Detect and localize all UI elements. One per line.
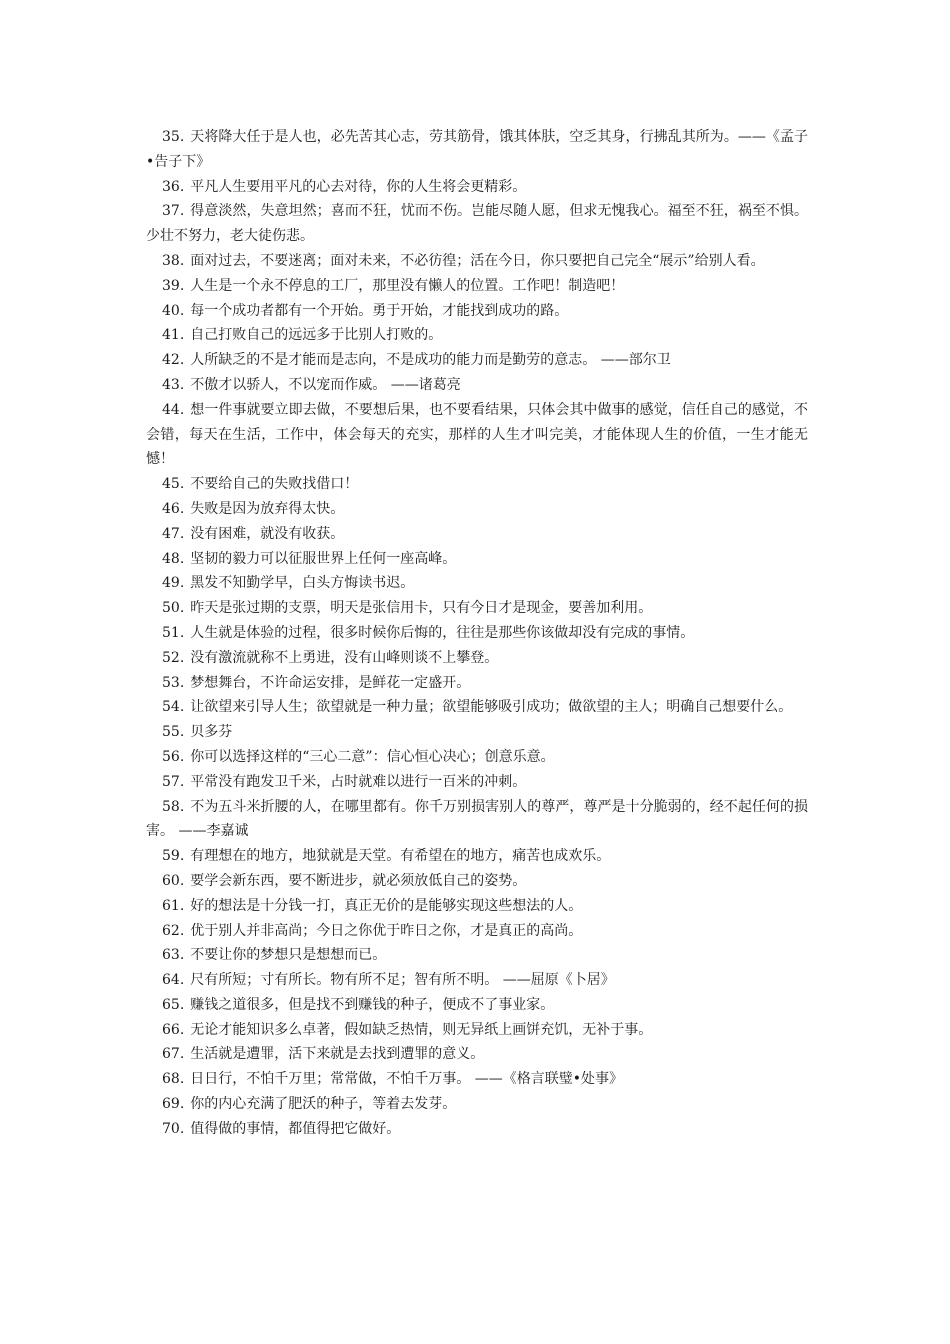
quote-number: 61.: [162, 897, 185, 914]
quote-text: 贝多芬: [190, 724, 233, 741]
quote-text: 不为五斗米折腰的人，在哪里都有。你千万别损害别人的尊严，尊严是十分脆弱的，经不起任何的损害。 ——李嘉诚: [146, 798, 808, 840]
quote-text: 昨天是张过期的支票，明天是张信用卡，只有今日才是现金，要善加利用。: [190, 600, 653, 617]
quote-text: 天将降大任于是人也，必先苦其心志，劳其筋骨，饿其体肤，空乏其身，行拂乱其所为。——《孟子•告子下》: [146, 129, 808, 170]
quote-entry: [146, 125, 808, 175]
quote-number: 46.: [162, 500, 185, 517]
quote-text: 你可以选择这样的“三心二意”：信心恒心决心；创意乐意。: [190, 748, 555, 765]
quote-number: 41.: [162, 327, 185, 344]
quote-entry: [146, 373, 808, 398]
quote-text: 没有激流就称不上勇进，没有山峰则谈不上攀登。: [190, 649, 499, 666]
quote-number: 70.: [162, 1120, 185, 1137]
quote-entry: [146, 770, 808, 795]
quote-number: 45.: [162, 476, 185, 493]
quote-text: 值得做的事情，都值得把它做好。: [190, 1120, 401, 1137]
quote-entry: [146, 299, 808, 324]
quote-number: 51.: [162, 624, 185, 641]
quote-entry: [146, 720, 808, 745]
quote-entry: [146, 621, 808, 646]
quote-text: 失败是因为放弃得太快。: [190, 500, 345, 517]
quote-number: 52.: [162, 649, 185, 666]
quote-number: 40.: [162, 302, 185, 319]
quote-entry: [146, 547, 808, 572]
quote-entry: [146, 671, 808, 696]
quote-entry: [146, 844, 808, 869]
quote-number: 47.: [162, 525, 185, 542]
quote-entry: [146, 1018, 808, 1043]
quote-number: 37.: [162, 203, 185, 220]
quote-text: 黑发不知勤学早，白头方悔读书迟。: [190, 575, 415, 592]
quote-number: 65.: [162, 996, 185, 1013]
quote-number: 55.: [162, 724, 185, 741]
quote-text: 面对过去，不要迷离；面对未来，不必彷徨；活在今日，你只要把自己完全“展示”给别人看。: [190, 252, 765, 269]
quote-number: 50.: [162, 600, 185, 617]
quote-number: 49.: [162, 575, 185, 592]
quote-text: 无论才能知识多么卓著，假如缺乏热情，则无异纸上画饼充饥，无补于事。: [190, 1021, 653, 1038]
quote-text: 优于别人并非高尚；今日之你优于昨日之你，才是真正的高尚。: [190, 922, 583, 939]
quote-number: 67.: [162, 1046, 185, 1063]
quote-entry: [146, 274, 808, 299]
quote-number: 68.: [162, 1071, 185, 1088]
quote-number: 38.: [162, 252, 185, 269]
quote-text: 平凡人生要用平凡的心去对待，你的人生将会更精彩。: [190, 178, 527, 195]
quote-text: 不傲才以骄人，不以宠而作威。 ——诸葛亮: [190, 376, 461, 393]
quote-number: 57.: [162, 773, 185, 790]
quote-number: 56.: [162, 748, 185, 765]
quote-text: 有理想在的地方，地狱就是天堂。有希望在的地方，痛苦也成欢乐。: [190, 848, 611, 865]
quote-entry: [146, 869, 808, 894]
quote-text: 不要给自己的失败找借口！: [190, 476, 359, 493]
quote-entry: [146, 695, 808, 720]
document-page: [146, 125, 808, 1142]
quote-number: 42.: [162, 352, 185, 369]
quote-entry: [146, 472, 808, 497]
quote-entry: [146, 745, 808, 770]
quote-number: 48.: [162, 550, 185, 567]
quote-entry: [146, 398, 808, 472]
quote-text: 要学会新东西，要不断进步，就必须放低自己的姿势。: [190, 872, 527, 889]
quote-text: 平常没有跑发卫千米，占时就难以进行一百米的冲刺。: [190, 773, 527, 790]
quote-text: 日日行，不怕千万里；常常做，不怕千万事。 ——《格言联璧•处事》: [190, 1071, 623, 1088]
quote-entry: [146, 646, 808, 671]
quote-entry: [146, 571, 808, 596]
quote-entry: [146, 497, 808, 522]
quote-number: 54.: [162, 699, 185, 716]
quote-text: 让欲望来引导人生；欲望就是一种力量；欲望能够吸引成功；做欲望的主人；明确自己想要什么。: [190, 699, 793, 716]
quote-text: 赚钱之道很多，但是找不到赚钱的种子，便成不了事业家。: [190, 996, 555, 1013]
quote-text: 人所缺乏的不是才能而是志向，不是成功的能力而是勤劳的意志。 ——部尔卫: [190, 352, 671, 369]
quote-list: [146, 125, 808, 1142]
quote-text: 尺有所短；寸有所长。物有所不足；智有所不明。 ——屈原《卜居》: [190, 972, 615, 989]
quote-number: 36.: [162, 178, 185, 195]
quote-entry: [146, 1042, 808, 1067]
quote-entry: [146, 596, 808, 621]
quote-text: 生活就是遭罪，活下来就是去找到遭罪的意义。: [190, 1046, 485, 1063]
quote-text: 不要让你的梦想只是想想而已。: [190, 947, 387, 964]
quote-text: 自己打败自己的远远多于比别人打败的。: [190, 327, 443, 344]
quote-number: 66.: [162, 1021, 185, 1038]
quote-text: 没有困难，就没有收获。: [190, 525, 345, 542]
quote-text: 好的想法是十分钱一打，真正无价的是能够实现这些想法的人。: [190, 897, 583, 914]
quote-number: 63.: [162, 947, 185, 964]
quote-text: 得意淡然，失意坦然；喜而不狂，忧而不伤。岂能尽随人愿，但求无愧我心。福至不狂，祸至不惧。少壮不努力，老大徒伤悲。: [146, 203, 808, 245]
quote-number: 53.: [162, 674, 185, 691]
quote-number: 64.: [162, 972, 185, 989]
quote-number: 60.: [162, 872, 185, 889]
quote-entry: [146, 323, 808, 348]
quote-text: 人生是一个永不停息的工厂，那里没有懒人的位置。工作吧！制造吧！: [190, 277, 625, 294]
quote-entry: [146, 348, 808, 373]
quote-number: 43.: [162, 376, 185, 393]
quote-text: 想一件事就要立即去做，不要想后果，也不要看结果，只体会其中做事的感觉，信任自己的感觉，不会错，每天在生活，工作中，体会每天的充实，那样的人生才叫完美，才能体现人生的价值，一生才能无憾！: [146, 401, 808, 468]
quote-entry: [146, 919, 808, 944]
quote-number: 69.: [162, 1096, 185, 1113]
quote-text: 坚韧的毅力可以征服世界上任何一座高峰。: [190, 550, 457, 567]
quote-number: 62.: [162, 922, 185, 939]
quote-number: 39.: [162, 277, 185, 294]
quote-number: 35.: [162, 129, 185, 145]
quote-text: 人生就是体验的过程，很多时候你后悔的，往往是那些你该做却没有完成的事情。: [190, 624, 695, 641]
quote-entry: [146, 1117, 808, 1142]
quote-text: 每一个成功者都有一个开始。勇于开始，才能找到成功的路。: [190, 302, 569, 319]
quote-entry: [146, 175, 808, 200]
quote-entry: [146, 993, 808, 1018]
quote-entry: [146, 249, 808, 274]
quote-entry: [146, 894, 808, 919]
quote-entry: [146, 943, 808, 968]
quote-entry: [146, 199, 808, 249]
quote-entry: [146, 795, 808, 845]
quote-number: 59.: [162, 848, 185, 865]
quote-entry: [146, 1092, 808, 1117]
quote-entry: [146, 968, 808, 993]
quote-number: 44.: [162, 401, 185, 418]
quote-number: 58.: [162, 798, 185, 815]
quote-text: 梦想舞台，不许命运安排，是鲜花一定盛开。: [190, 674, 471, 691]
quote-entry: [146, 522, 808, 547]
quote-entry: [146, 1067, 808, 1092]
quote-text: 你的内心充满了肥沃的种子，等着去发芽。: [190, 1096, 457, 1113]
